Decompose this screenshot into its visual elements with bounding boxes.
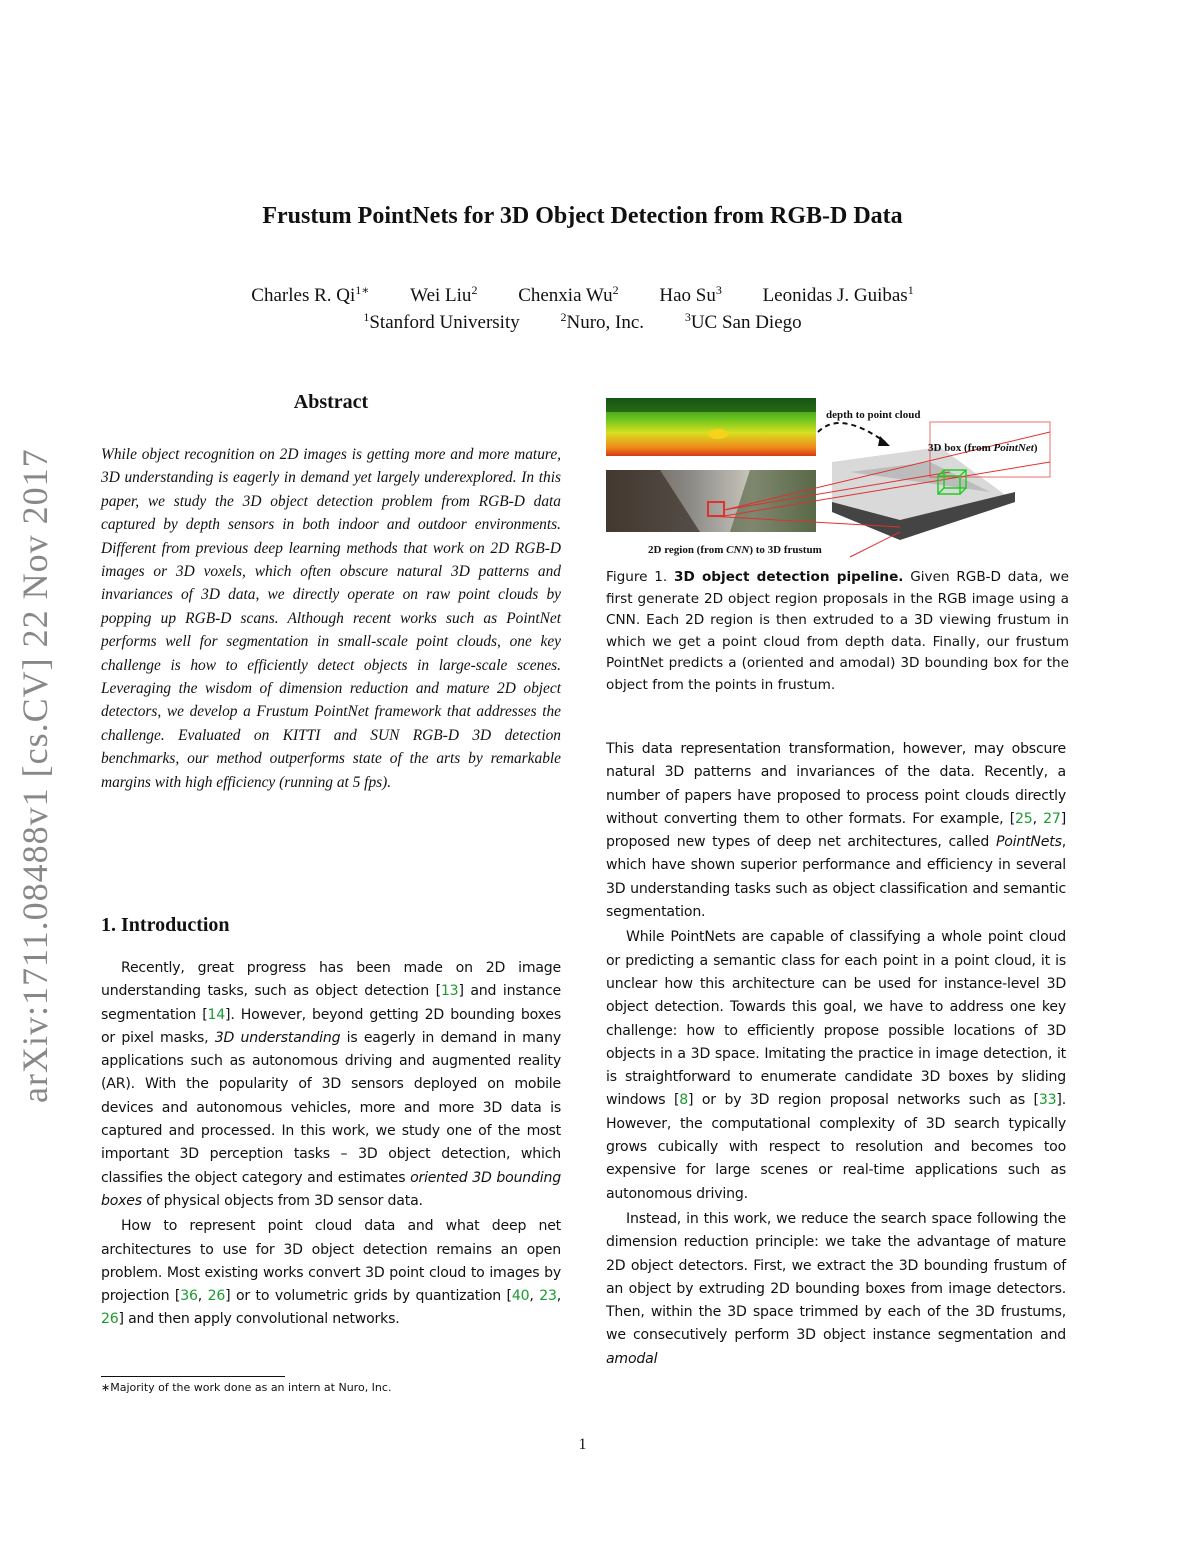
affiliation: $^3$UC San Diego [684, 310, 802, 333]
citation-link[interactable]: 14 [207, 1006, 226, 1023]
paragraph: How to represent point cloud data and what deep net architectures to use for 3D object detection remains an open problem. Most existing works convert 3D point cloud to images by projection [36, 26] or to volumetric grids by quantization [40, 23, 26] and then apply convolutional networks. [101, 1218, 562, 1328]
citation-link[interactable]: 25 [1015, 810, 1033, 827]
figure-caption: Figure 1. 3D object detection pipeline. Given RGB-D data, we first generate 2D object region proposals in the RGB image using a CNN. Each 2D region is then extruded to a 3D viewing frustum in which we get a point cloud from depth data. Finally, our frustum PointNet predicts a (oriented and amodal) 3D bounding box for the object from the points in frustum. [606, 569, 1069, 693]
rgb-image [606, 470, 816, 532]
abstract-heading: Abstract [293, 391, 369, 413]
depth-image [606, 398, 816, 456]
arxiv-identifier: arXiv:1711.08488v1 [cs.CV] 22 Nov 2017 [15, 448, 55, 1103]
author: Hao Su$^3$ [659, 283, 722, 306]
depth-arrow [818, 423, 885, 442]
label-depth-to-point-cloud: depth to point cloud [826, 409, 921, 421]
affiliation-list [0, 310, 1165, 334]
label-2d-region: 2D region (from CNN) to 3D frustum [648, 544, 822, 556]
author: Charles R. $Qi^{1∗}$ [251, 283, 370, 306]
page-number: 1 [578, 1436, 587, 1453]
paragraph: Recently, great progress has been made on 2D image understanding tasks, such as object detection [13] and instance segmentation [14]. However, beyond getting 2D bounding boxes or pixel masks, 3D understanding is eagerly in demand in many applications such as autonomous driving and augmented reality (AR). With the popularity of 3D sensors deployed on mobile devices and autonomous vehicles, more and more 3D data is captured and processed. In this work, we study one of the most important 3D perception tasks – 3D object detection, which classifies the object category and estimates oriented 3D bounding boxes of physical objects from 3D sensor data. [101, 960, 561, 1209]
paragraph: Instead, in this work, we reduce the search space following the dimension reduction principle: we take the advantage of mature 2D object detectors. First, we extract the 3D bounding frustum of an object by extruding 2D bounding boxes from image detectors. Then, within the 3D space trimmed by each of the 3D frustums, we consecutively perform 3D object instance segmentation and amodal [606, 1210, 1066, 1367]
citation-link[interactable]: 36 [180, 1288, 198, 1305]
paragraph: This data representation transformation, however, may obscure natural 3D patterns and invariances of the data. Recently, a number of papers have proposed to process point clouds directly without converting them to other formats. For example, [25, 27] proposed new types of deep net architectures, called PointNets, which have shown superior performance and efficiency in several 3D understanding tasks such as object classification and semantic segmentation. [606, 741, 1066, 921]
citation-link[interactable]: 23 [539, 1288, 557, 1305]
author-list [0, 283, 1165, 307]
abstract-text: While object recognition on 2D images is getting more and more mature, 3D understanding is eagerly in demand yet largely underexplored. In this paper, we study the 3D object detection problem from RGB-D data captured by depth sensors in both indoor and outdoor environments. Different from previous deep learning methods that work on 2D RGB-D images or 3D voxels, which often obscure natural 3D patterns and invariances of 3D data, we directly operate on raw point clouds by popping up RGB-D scans. Although recent works such as PointNet performs well for segmentation in small-scale point clouds, one key challenge is how to efficiently detect objects in large-scale scenes. Leveraging the wisdom of dimension reduction and mature 2D object detectors, we develop a Frustum PointNet framework that addresses the challenge. Evaluated on KITTI and SUN RGB-D 3D detection benchmarks, our method outperforms state of the arts by remarkable margins with high efficiency (running at 5 fps). [101, 446, 561, 791]
affiliation: $^2$Nuro, Inc. [560, 310, 645, 333]
citation-link[interactable]: 8 [679, 1092, 689, 1109]
paper-title: Frustum PointNets for 3D Object Detection from RGB-D Data [262, 203, 903, 229]
citation-link[interactable]: 40 [511, 1288, 530, 1305]
footnote-rule [101, 1376, 285, 1377]
author: Chenxia Wu$^2$ [518, 283, 619, 306]
author: Wei Liu$^2$ [410, 283, 478, 306]
figure-pipeline [600, 392, 1070, 560]
paragraph: While PointNets are capable of classifying a whole point cloud or predicting a semantic class for each point in a point cloud, it is unclear how this architecture can be used for instance-level 3D object detection. Towards this goal, we have to address one key challenge: how to efficiently propose possible locations of 3D objects in a 3D space. Imitating the practice in image detection, it is straightforward to enumerate candidate 3D boxes by sliding windows [8] or by 3D region proposal networks such as [33]. However, the computational complexity of 3D search typically grows cubically with respect to resolution and becomes too expensive for large scenes or real-time applications such as autonomous driving. [606, 929, 1066, 1202]
intro-right-column [606, 738, 1066, 1373]
affiliation: $^1$Stanford University [363, 310, 520, 333]
label-3d-box: 3D box (from PointNet) [928, 442, 1038, 454]
section-heading: 1. Introduction [101, 914, 230, 936]
footnote: ∗Majority of the work done as an intern at Nuro, Inc. [101, 1381, 392, 1394]
citation-link[interactable]: 26 [207, 1288, 226, 1305]
citation-link[interactable]: 33 [1038, 1092, 1057, 1109]
citation-link[interactable]: 13 [440, 983, 459, 1000]
author: Leonidas J. Guibas$^1$ [762, 283, 914, 306]
citation-link[interactable]: 27 [1043, 810, 1061, 827]
intro-left-column [101, 957, 561, 1334]
citation-link[interactable]: 26 [101, 1311, 119, 1328]
